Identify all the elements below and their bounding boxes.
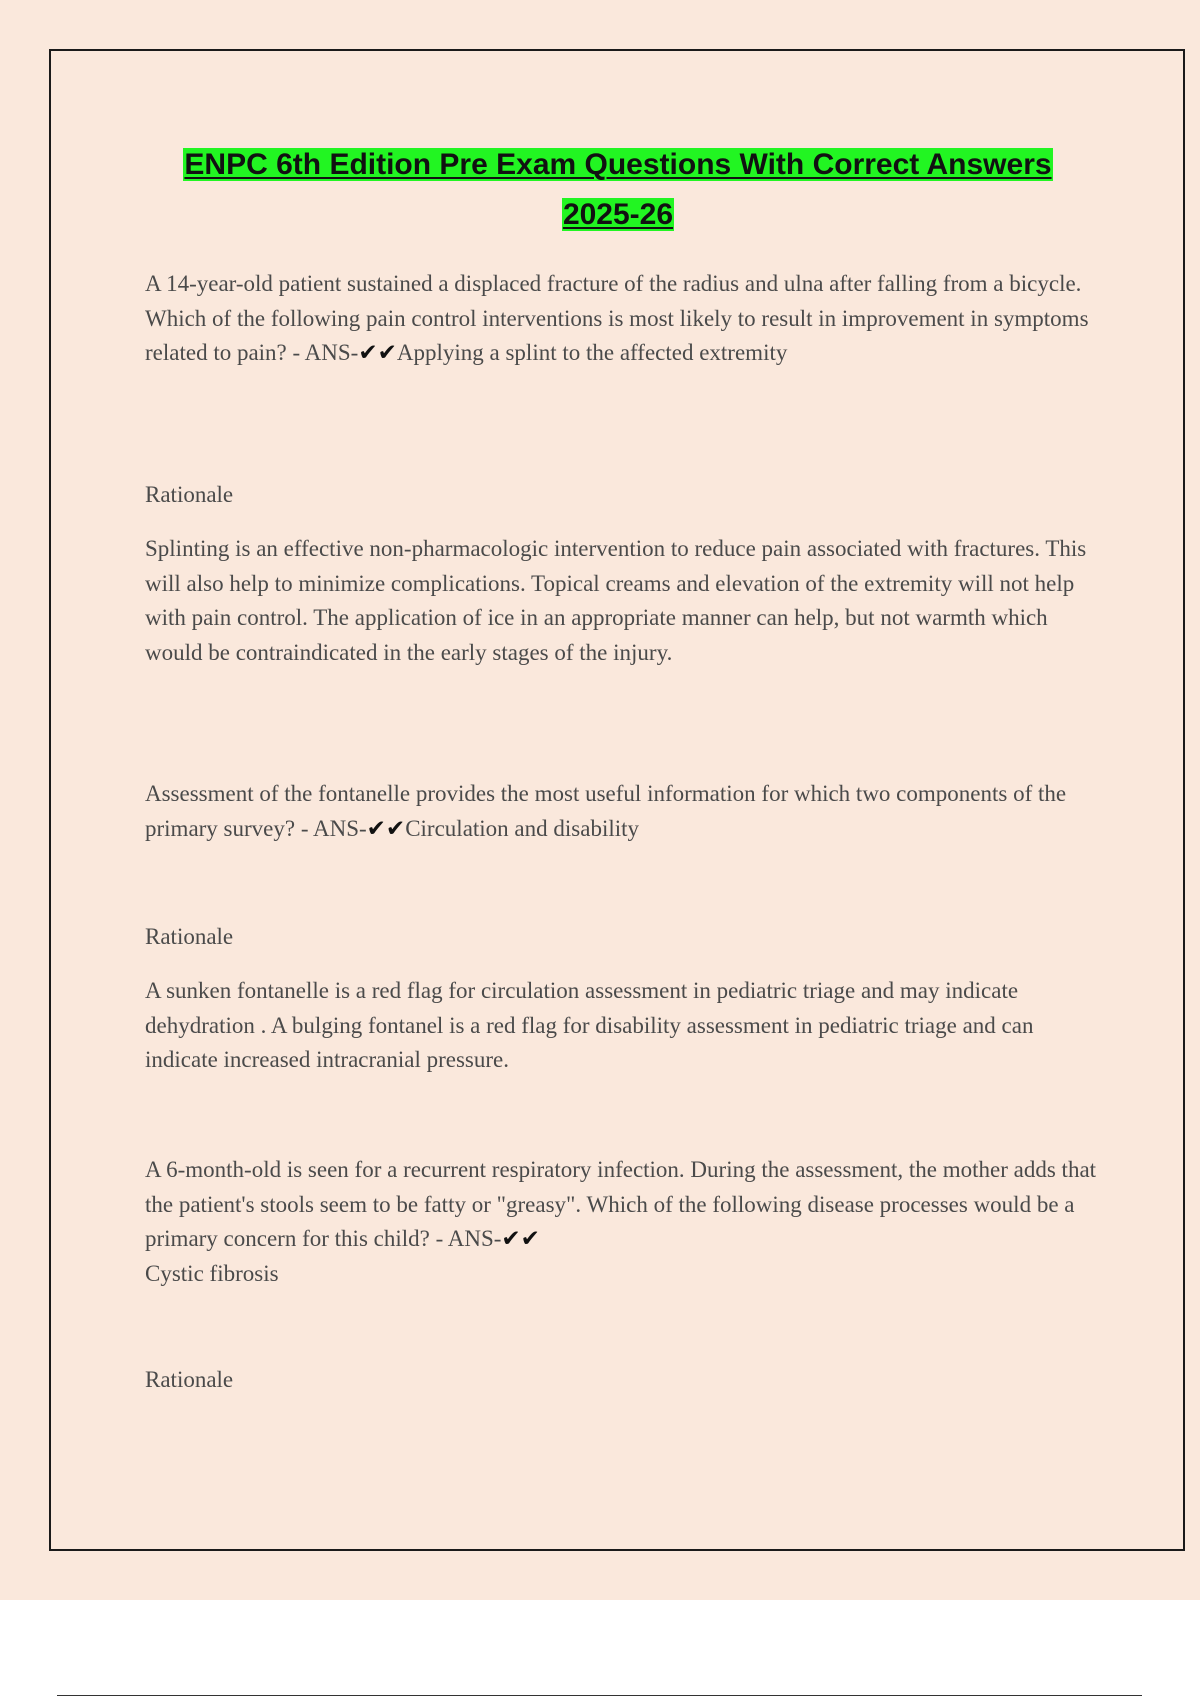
document-title-line-2: 2025-26 <box>562 198 674 231</box>
answer-1-text: Applying a splint to the affected extremity <box>396 340 788 365</box>
question-2 <box>145 777 1100 846</box>
answer-3-check-mark: ✔✔ <box>501 1226 540 1251</box>
rationale-2-label: Rationale <box>145 924 234 949</box>
rationale-3-label: Rationale <box>145 1367 234 1392</box>
answer-1-check-mark: ✔✔ <box>358 340 397 365</box>
rationale-1-text: Splinting is an effective non-pharmacologic intervention to reduce pain associated with fractures. This will also help to minimize complications. Topical creams and elevation of the extremity will not help with pain control. The application of ice in an appropriate manner can help, but not warmth which would be contraindicated in the early stages of the injury. <box>145 536 1087 665</box>
document-title-line-1: ENPC 6th Edition Pre Exam Questions With Correct Answers <box>184 148 1052 181</box>
answer-2-text: Circulation and disability <box>405 815 639 841</box>
document-title <box>80 140 1156 240</box>
question-2-text: Assessment of the fontanelle provides the most useful information for which two components of the primary survey? - ANS- <box>145 781 1067 841</box>
rationale-2-text: A sunken fontanelle is a red flag for circulation assessment in pediatric triage and may indicate dehydration . A bulging fontanel is a red flag for disability assessment in pediatric triage and can indicate increased intracranial pressure. <box>145 978 1034 1072</box>
answer-2-check-mark: ✔✔ <box>366 815 406 841</box>
question-1-text: A 14-year-old patient sustained a displaced fracture of the radius and ulna after falling from a bicycle. Which of the following pain control interventions is most likely to result in improvement in symptoms related to pain? - ANS- <box>145 271 1089 365</box>
rationale-1-label: Rationale <box>145 482 234 507</box>
question-3 <box>145 1153 1100 1291</box>
footer-rule <box>57 1695 1142 1696</box>
answer-3-text: Cystic fibrosis <box>145 1260 279 1286</box>
question-1 <box>145 267 1100 371</box>
question-3-text: A 6-month-old is seen for a recurrent respiratory infection. During the assessment, the mother adds that the patient's stools seem to be fatty or "greasy". Which of the following disease processes would be a primary concern for this child? - ANS- <box>145 1157 1097 1251</box>
